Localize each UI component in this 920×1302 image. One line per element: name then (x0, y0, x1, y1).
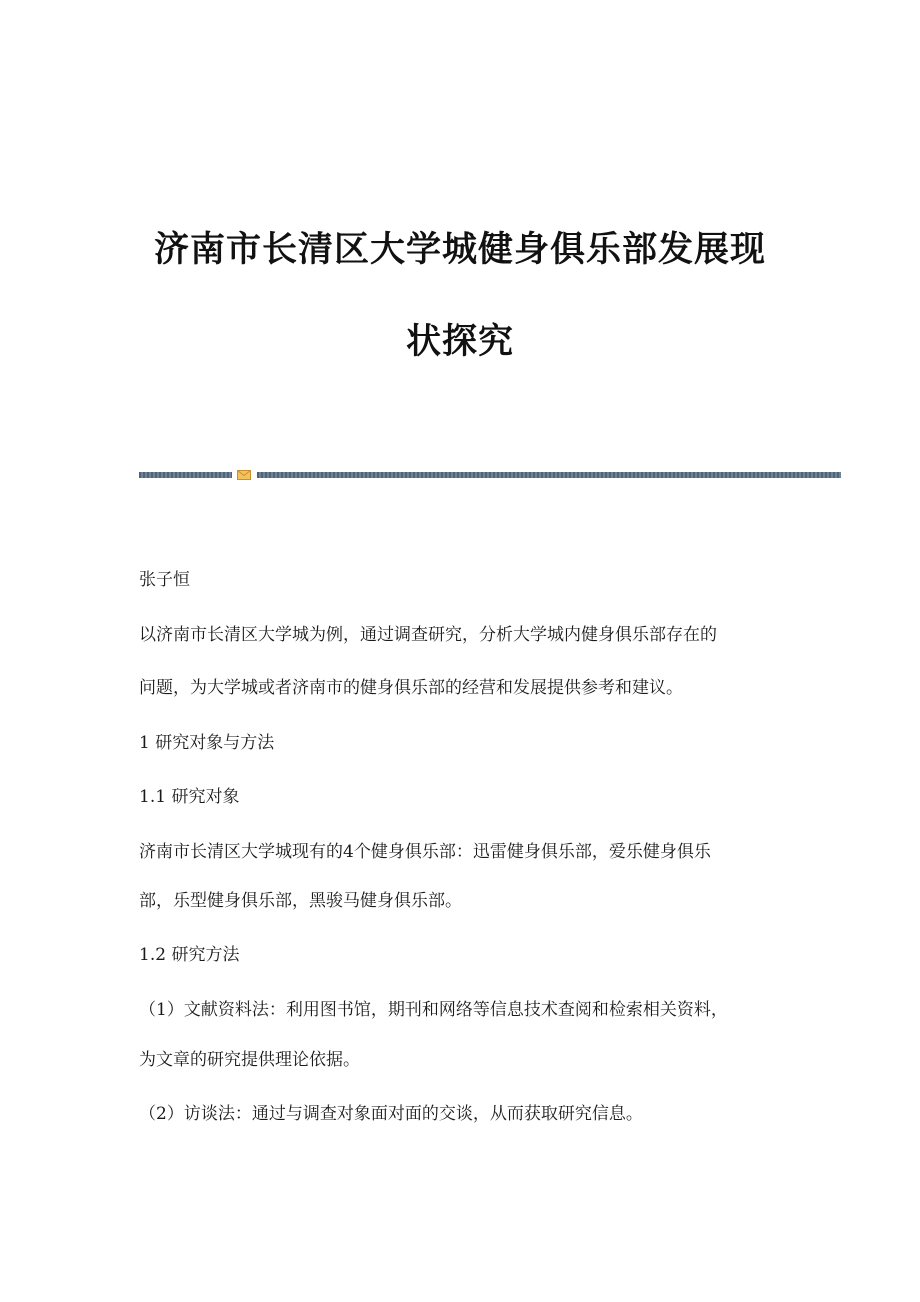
method-item-2-line-1: （2）访谈法：通过与调查对象面对面的交谈，从而获取研究信息。 (139, 1104, 643, 1124)
method-item-1-line-2: 为文章的研究提供理论依据。 (139, 1050, 360, 1070)
method-item-1-line-1: （1）文献资料法：利用图书馆，期刊和网络等信息技术查阅和检索相关资料， (139, 1000, 728, 1020)
envelope-icon (237, 470, 251, 480)
section-heading-1-1: 1.1 研究对象 (139, 787, 240, 807)
title-divider (139, 470, 841, 480)
abstract-line-1: 以济南市长清区大学城为例，通过调查研究，分析大学城内健身俱乐部存在的 (139, 625, 717, 645)
divider-bar-left (139, 472, 232, 478)
document-title-line-2: 状探究 (405, 322, 514, 362)
section-heading-1: 1 研究对象与方法 (139, 733, 275, 753)
author-name: 张子恒 (139, 570, 190, 590)
research-subject-line-1: 济南市长清区大学城现有的4个健身俱乐部：迅雷健身俱乐部，爱乐健身俱乐 (139, 842, 711, 862)
section-heading-1-2: 1.2 研究方法 (139, 945, 240, 965)
divider-bar-right (257, 472, 841, 478)
research-subject-line-2: 部，乐型健身俱乐部，黑骏马健身俱乐部。 (139, 891, 462, 911)
document-title-line-1: 济南市长清区大学城健身俱乐部发展现 (153, 230, 766, 270)
abstract-line-2: 问题，为大学城或者济南市的健身俱乐部的经营和发展提供参考和建议。 (139, 678, 683, 698)
